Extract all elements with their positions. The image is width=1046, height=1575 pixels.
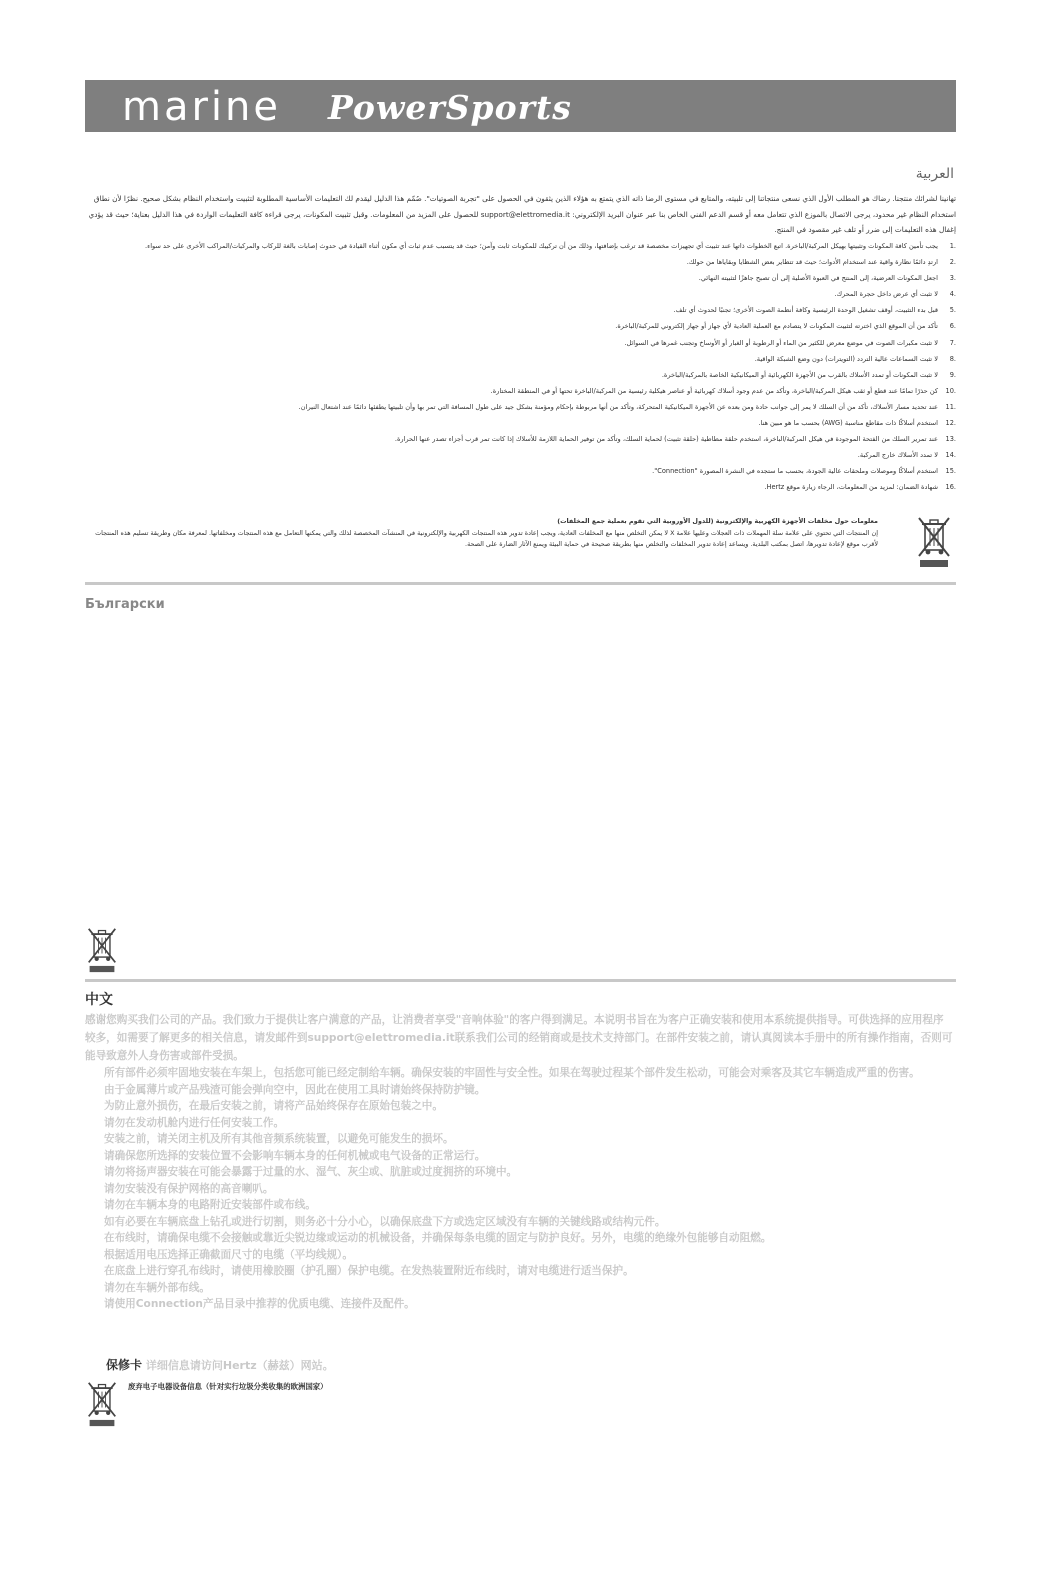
list-item: .10 كن حذرًا تمامًا عند قطع أو ثقب هيكل المركبة/الباخرة، وتأكد من عدم وجود أسلاك كهربائية أو عناصر هيكلية رئيسية من المركبة/الباخرة تحتها أو في المنطقة المختارة.	[490, 386, 956, 395]
list-item: 在布线时，请确保电缆不会接触或靠近尖锐边缘或运动的机械设备，并确保每条电缆的固定与防护良好。另外，电缆的绝缘外包能够自动阻燃。	[104, 1232, 772, 1244]
warranty-label: 保修卡	[106, 1358, 143, 1372]
crossed-bin-icon	[86, 927, 118, 973]
chinese-section-title: 中文	[85, 992, 113, 1008]
list-item: 为防止意外损伤，在最后安装之前，请将产品始终保存在原始包装之中。	[104, 1100, 443, 1112]
arabic-section-title: العربية	[915, 166, 954, 182]
bulgarian-section-title: Български	[85, 597, 165, 612]
list-item: 请勿在车辆本身的电路附近安装部件或布线。	[104, 1199, 316, 1211]
list-item: .6 تأكد من أن الموقع الذي اخترته لتثبيت المكونات لا يتصادم مع العملية العادية لأي جهاز أو جهاز إلكتروني للمركبة/الباخرة.	[615, 322, 956, 331]
list-item: 请勿在车辆外部布线。	[104, 1281, 210, 1294]
chinese-warranty-line	[106, 1356, 334, 1373]
list-item: 请勿将扬声器安装在可能会暴露于过量的水、湿气、灰尘或、肮脏或过度拥挤的环境中。	[104, 1166, 518, 1178]
crossed-bin-icon	[916, 516, 952, 568]
list-item: .16 شهادة الضمان: لمزيد من المعلومات، الرجاء زيارة موقع Hertz.	[764, 483, 956, 492]
list-item: .14 لا تمدد الأسلاك خارج المركبة.	[857, 451, 956, 460]
brand-marine-logo: marine	[122, 84, 281, 130]
list-item: .13 عند تمرير السلك من الفتحة الموجودة في هيكل المركبة/الباخرة، استخدم حلقة مطاطية (حلقة تثبيت) لحماية السلك، وتأكد من توفير الحماية اللازمة للأسلاك إذا كانت تمر قرب أجزاء تصدر عنها الحرارة.	[394, 435, 956, 444]
list-item: 请勿在发动机舱内进行任何安装工作。	[104, 1116, 285, 1129]
list-item: .15 استخدم أسلاكًا وموصلات وملحقات عالية الجودة، بحسب ما ستجده في النشرة المصورة "Connection".	[652, 467, 956, 476]
crossed-bin-icon	[86, 1381, 118, 1427]
arabic-instructions-list	[85, 238, 956, 496]
chinese-intro-paragraph: 感谢您购买我们公司的产品。我们致力于提供让客户满意的产品，让消费者享受"音响体验"的客户得到满足。本说明书旨在为客户正确安装和使用本系统提供指导。可供选择的应用程序较多，如需要了解更多的相关信息，请发邮件到support@elettromedia.it联系我们公司的经销商或是技术支持部门。在部件安装之前，请认真阅读本手册中的所有操作指南，否则可能导致意外人身伤害或部件受损。	[85, 1014, 953, 1063]
list-item: 所有部件必须牢固地安装在车架上，包括您可能已经定制给车辆。确保安装的牢固性与安全性。如果在驾驶过程某个部件发生松动，可能会对乘客及其它车辆造成严重的伤害。	[104, 1067, 920, 1079]
list-item: 安装之前，请关闭主机及所有其他音频系统装置，以避免可能发生的损坏。	[104, 1133, 454, 1145]
warranty-text: 详细信息请访问Hertz（赫兹）网站。	[145, 1359, 334, 1372]
list-item: .2 ارتدِ دائمًا نظارة واقية عند استخدام الأدوات؛ حيث قد تتطاير بعض الشظايا وبقاياها من حولك.	[686, 258, 956, 267]
list-item: .9 لا تثبت المكونات أو تمدد الأسلاك بالقرب من الأجهزة الكهربائية أو الميكانيكية الخاصة بالمركبة/الباخرة.	[661, 370, 956, 379]
brand-powersports-logo: PowerSports	[328, 88, 572, 127]
list-item: .11 عند تحديد مسار الأسلاك، تأكد من أن السلك لا يمر إلى جوانب حادة ومن بعده عن الأجهزة الميكانيكية المتحركة، وتأكد من أنها مربوطة بإحكام ومؤمنة بشكل جيد على طول المسافة التي تمر بها وأن تلبيتها يطفئها دائمًا عند اشتعال النيران.	[298, 402, 956, 411]
section-divider	[85, 979, 956, 982]
list-item: .12 استخدم أسلاكًا ذات مقاطع مناسبة (AWG) بحسب ما هو مبين هنا.	[758, 419, 956, 428]
list-item: .4 لا تثبت أي عرض داخل حجرة المحرك.	[834, 290, 956, 299]
list-item: .8 لا تثبت السماعات عالية التردد (التويترات) دون وضع الشبكة الواقية.	[754, 354, 956, 363]
chinese-instructions-list	[104, 1065, 954, 1313]
list-item: 由于金属薄片或产品残渣可能会弹向空中，因此在使用工具时请始终保持防护镜。	[104, 1083, 486, 1096]
chinese-weee-title: 废弃电子电器设备信息（针对实行垃圾分类收集的欧洲国家）	[128, 1382, 328, 1391]
list-item: .7 لا تثبت مكبرات الصوت في موضع معرض للكثير من الماء أو الرطوبة أو الغبار أو الأوساخ وتجنب غمرها في السوائل.	[624, 338, 956, 347]
list-item: 请勿安装没有保护网格的高音喇叭。	[104, 1182, 274, 1195]
list-item: 请使用Connection产品目录中推荐的优质电缆、连接件及配件。	[104, 1298, 415, 1310]
arabic-weee-title: معلومات حول مخلفات الأجهزة الكهربية والإلكترونية (للدول الأوروبية التي تقوم بعملية جمع المخلفات)	[557, 517, 878, 525]
list-item: .3 اجعل المكونات العرضية، إلى المنتج في العبوة الأصلية إلى أن تصبح جاهزًا لتثبيته النهائي.	[698, 274, 956, 283]
arabic-weee-body: إن المنتجات التي تحتوي على علامة سلة المهملات ذات العجلات وعليها علامة X لا يمكن التخلص منها مع المخلفات العادية، ويجب إعادة تدوير هذه المنتجات الكهربية والإلكترونية في المنشآت المخصصة لذلك والتي يمكنها التعامل مع هذه المنتجات ومخلفاتها. لمعرفة مكان وطريقة تسليم هذه المنتجات لأقرب موقع لإعادة تدويرها، اتصل بمكتب البلدية. ويساعد إعادة تدوير المخلفات والتخلص منها بطريقة صحيحة في حماية البيئة ويمنع الآثار الضارة على الصحة.	[95, 528, 878, 548]
list-item: .1 يجب تأمين كافة المكونات وتثبيتها بهيكل المركبة/الباخرة. اتبع الخطوات ذاتها عند تثبيت أي تجهيزات مخصصة قد ترغب بإضافتها، وذلك من أن تركيبك للمكونات ثابت وآمن؛ حيث قد يتسبب عدم ثبات أي مكون أثناء القيادة في حدوث إصابات بالغة للركاب والمركبات/المراكب الأخرى على حد سواء.	[145, 242, 956, 250]
section-divider	[85, 582, 956, 585]
list-item: 请确保您所选择的安装位置不会影响车辆本身的任何机械或电气设备的正常运行。	[104, 1149, 486, 1162]
arabic-weee-notice	[90, 516, 952, 574]
arabic-intro-paragraph: تهانينا لشرائك منتجنا. رضاك هو المطلب الأول الذي نسعى منتجاتنا إلى تلبيته، والمتابع في مستوى الرضا ذاته الذي يتمتع به هؤلاء الذين يثقون في الحصول على "تجربة الصوتيات". صُمّم هذا الدليل ليقدم لك التعليمات الأساسية المطلوبة لتثبيت واستخدام النظام بشكل صحيح. نظرًا لأن نطاق استخدام النظام غير محدود، يرجى الاتصال بالموزع الذي تتعامل معه أو قسم الدعم الفني الخاص بنا عبر عنوان البريد الإلكتروني: support@elettromedia.it للحصول على المزيد من المعلومات. وقبل تثبيت المكونات، يرجى قراءة كافة التعليمات الواردة في هذا الدليل بعناية؛ حيث قد يؤدي إغفال هذه التعليمات إلى ضرر أو تلف غير مقصود في المنتج.	[88, 194, 956, 234]
list-item: 根据适用电压选择正确截面尺寸的电缆（平均线规）。	[104, 1248, 353, 1261]
list-item: 如有必要在车辆底盘上钻孔或进行切割，则务必十分小心，以确保底盘下方或选定区域没有车辆的关键线路或结构元件。	[104, 1215, 666, 1228]
list-item: .5 قبل بدء التثبيت، أوقف تشغيل الوحدة الرئيسية وكافة أنظمة الصوت الأخرى؛ تجنبًا لحدوث أي تلف.	[673, 306, 956, 315]
list-item: 在底盘上进行穿孔布线时，请使用橡胶圈（护孔圈）保护电缆。在发热装置附近布线时，请对电缆进行适当保护。	[104, 1265, 634, 1277]
